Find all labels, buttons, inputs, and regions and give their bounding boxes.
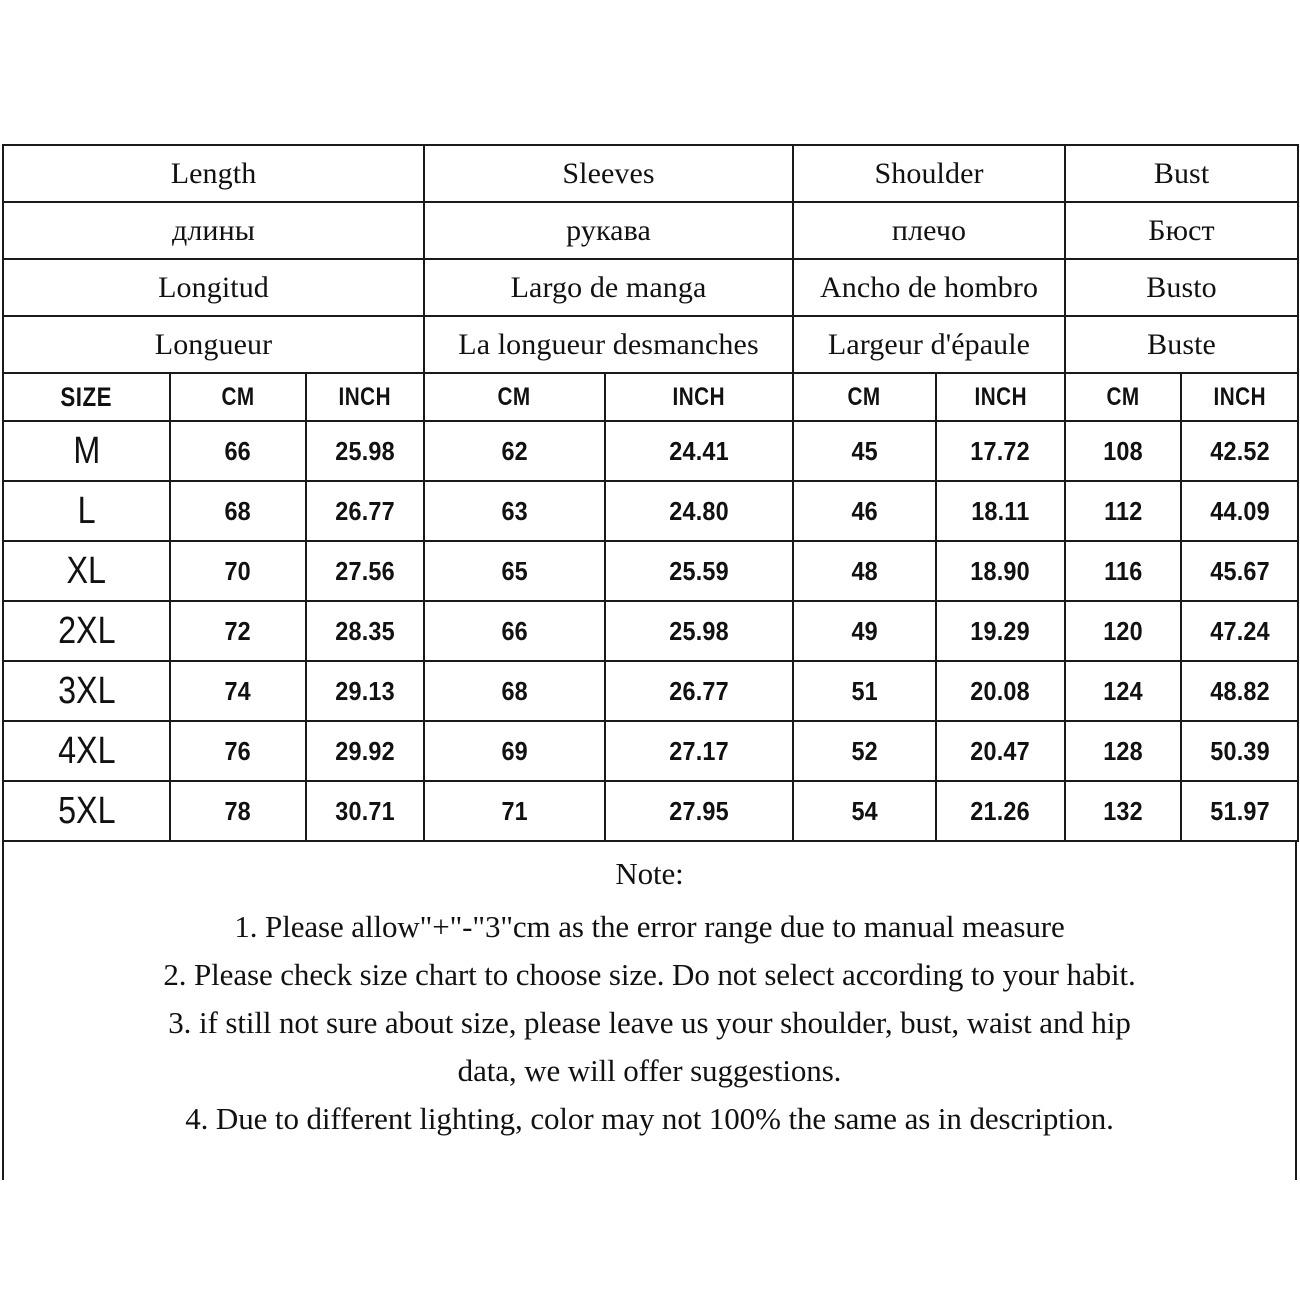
unit-header-length-cm: CM	[175, 373, 300, 421]
cell-size: 2XL	[3, 601, 170, 661]
cell-bust-cm: 112	[1065, 481, 1181, 541]
header-length-french: Longueur	[3, 316, 424, 373]
cell-sleeves-inch: 25.59	[605, 541, 793, 601]
header-bust-english: Bust	[1065, 145, 1298, 202]
table-row	[3, 721, 1298, 781]
cell-length-inch: 28.35	[306, 601, 424, 661]
cell-length-cm: 76	[170, 721, 306, 781]
cell-bust-inch: 45.67	[1181, 541, 1298, 601]
cell-bust-cm: 132	[1065, 781, 1181, 841]
unit-header-shoulder-cm: CM	[799, 373, 931, 421]
cell-shoulder-cm: 46	[793, 481, 936, 541]
header-shoulder-french: Largeur d'épaule	[793, 316, 1065, 373]
header-row-russian	[3, 202, 1298, 259]
cell-shoulder-cm: 45	[793, 421, 936, 481]
note-section	[2, 842, 1297, 1180]
header-length-spanish: Longitud	[3, 259, 424, 316]
cell-bust-inch: 51.97	[1181, 781, 1298, 841]
header-length-russian: длины	[3, 202, 424, 259]
table-row	[3, 661, 1298, 721]
cell-shoulder-cm: 52	[793, 721, 936, 781]
cell-sleeves-cm: 63	[424, 481, 605, 541]
header-shoulder-spanish: Ancho de hombro	[793, 259, 1065, 316]
cell-bust-cm: 124	[1065, 661, 1181, 721]
header-row-spanish	[3, 259, 1298, 316]
cell-size: XL	[3, 541, 170, 601]
cell-shoulder-inch: 17.72	[936, 421, 1065, 481]
unit-header-row	[3, 373, 1298, 421]
cell-sleeves-inch: 25.98	[605, 601, 793, 661]
note-line-2: 2. Please check size chart to choose size. Do not select according to your habit.	[163, 957, 1136, 992]
cell-size: 4XL	[3, 721, 170, 781]
cell-bust-cm: 116	[1065, 541, 1181, 601]
cell-shoulder-cm: 51	[793, 661, 936, 721]
cell-length-inch: 29.13	[306, 661, 424, 721]
cell-sleeves-inch: 27.95	[605, 781, 793, 841]
cell-bust-cm: 108	[1065, 421, 1181, 481]
table-row	[3, 781, 1298, 841]
unit-header-sleeves-cm: CM	[431, 373, 598, 421]
header-bust-french: Buste	[1065, 316, 1298, 373]
cell-sleeves-inch: 26.77	[605, 661, 793, 721]
table-row	[3, 541, 1298, 601]
cell-size: M	[3, 421, 170, 481]
cell-bust-inch: 44.09	[1181, 481, 1298, 541]
cell-shoulder-cm: 49	[793, 601, 936, 661]
cell-length-inch: 26.77	[306, 481, 424, 541]
unit-header-sleeves-inch: INCH	[613, 373, 786, 421]
cell-size: 3XL	[3, 661, 170, 721]
cell-bust-inch: 48.82	[1181, 661, 1298, 721]
cell-length-inch: 29.92	[306, 721, 424, 781]
cell-sleeves-cm: 62	[424, 421, 605, 481]
cell-shoulder-inch: 20.47	[936, 721, 1065, 781]
header-sleeves-french: La longueur desmanches	[424, 316, 793, 373]
table-row	[3, 421, 1298, 481]
table-row	[3, 601, 1298, 661]
cell-bust-inch: 47.24	[1181, 601, 1298, 661]
cell-length-inch: 30.71	[306, 781, 424, 841]
cell-length-cm: 74	[170, 661, 306, 721]
cell-shoulder-inch: 18.11	[936, 481, 1065, 541]
unit-header-size	[10, 373, 164, 421]
cell-bust-inch: 50.39	[1181, 721, 1298, 781]
header-row-french	[3, 316, 1298, 373]
note-line-1: 1. Please allow"+"-"3"cm as the error range due to manual measure	[234, 909, 1065, 944]
cell-bust-inch: 42.52	[1181, 421, 1298, 481]
note-title: Note:	[615, 856, 684, 891]
cell-size: L	[3, 481, 170, 541]
cell-sleeves-cm: 66	[424, 601, 605, 661]
cell-sleeves-inch: 27.17	[605, 721, 793, 781]
cell-sleeves-cm: 68	[424, 661, 605, 721]
cell-length-inch: 27.56	[306, 541, 424, 601]
unit-header-size-label: SIZE	[60, 381, 113, 412]
note-line-3b: data, we will offer suggestions.	[457, 1053, 842, 1088]
cell-shoulder-cm: 54	[793, 781, 936, 841]
cell-length-cm: 78	[170, 781, 306, 841]
cell-sleeves-cm: 65	[424, 541, 605, 601]
size-chart	[2, 144, 1297, 1180]
cell-shoulder-inch: 18.90	[936, 541, 1065, 601]
header-sleeves-russian: рукава	[424, 202, 793, 259]
cell-shoulder-inch: 20.08	[936, 661, 1065, 721]
header-row-english	[3, 145, 1298, 202]
header-bust-spanish: Busto	[1065, 259, 1298, 316]
cell-sleeves-cm: 71	[424, 781, 605, 841]
size-chart-table	[2, 144, 1299, 842]
header-sleeves-english: Sleeves	[424, 145, 793, 202]
unit-header-shoulder-inch: INCH	[941, 373, 1060, 421]
header-sleeves-spanish: Largo de manga	[424, 259, 793, 316]
cell-length-cm: 68	[170, 481, 306, 541]
note-line-3a: 3. if still not sure about size, please leave us your shoulder, bust, waist and hip	[168, 1005, 1131, 1040]
table-row	[3, 481, 1298, 541]
header-shoulder-russian: плечо	[793, 202, 1065, 259]
header-shoulder-english: Shoulder	[793, 145, 1065, 202]
cell-sleeves-inch: 24.41	[605, 421, 793, 481]
unit-header-bust-inch: INCH	[1186, 373, 1294, 421]
cell-length-cm: 70	[170, 541, 306, 601]
unit-header-bust-cm: CM	[1070, 373, 1177, 421]
cell-sleeves-inch: 24.80	[605, 481, 793, 541]
cell-size: 5XL	[3, 781, 170, 841]
cell-shoulder-cm: 48	[793, 541, 936, 601]
cell-length-cm: 66	[170, 421, 306, 481]
cell-bust-cm: 128	[1065, 721, 1181, 781]
cell-length-cm: 72	[170, 601, 306, 661]
cell-length-inch: 25.98	[306, 421, 424, 481]
cell-shoulder-inch: 21.26	[936, 781, 1065, 841]
cell-sleeves-cm: 69	[424, 721, 605, 781]
note-content	[4, 842, 1295, 1143]
note-line-4: 4. Due to different lighting, color may not 100% the same as in description.	[185, 1101, 1114, 1136]
header-length-english: Length	[3, 145, 424, 202]
cell-bust-cm: 120	[1065, 601, 1181, 661]
unit-header-length-inch: INCH	[311, 373, 420, 421]
header-bust-russian: Бюст	[1065, 202, 1298, 259]
cell-shoulder-inch: 19.29	[936, 601, 1065, 661]
